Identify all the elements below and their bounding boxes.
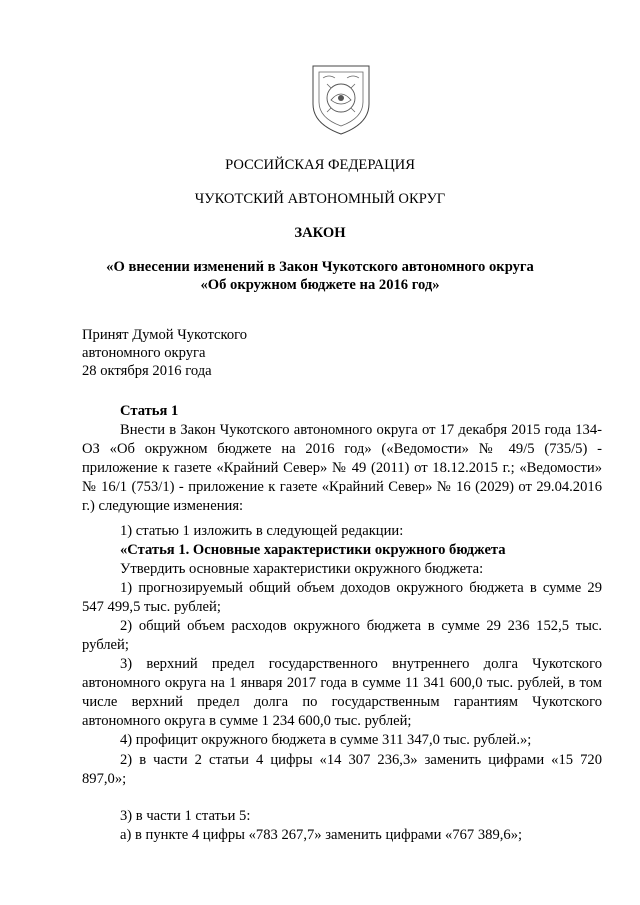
item-1-point-2: 2) общий объем расходов окружного бюджета в сумме 29 236 152,5 тыс. рублей;	[82, 618, 602, 653]
document-type: ЗАКОН	[294, 225, 346, 241]
header-country: РОССИЙСКАЯ ФЕДЕРАЦИЯ	[225, 157, 415, 173]
header-region: ЧУКОТСКИЙ АВТОНОМНЫЙ ОКРУГ	[194, 191, 446, 207]
law-title-line-2: «Об окружном бюджете на 2016 год»	[200, 277, 440, 293]
item-2: 2) в части 2 статьи 4 цифры «14 307 236,3» заменить цифрами «15 720 897,0»;	[82, 752, 602, 787]
article-1-section	[82, 402, 602, 516]
item-1-point-4: 4) профицит окружного бюджета в сумме 311 347,0 тыс. рублей.»;	[120, 732, 532, 748]
coat-of-arms-emblem	[305, 62, 377, 136]
item-3-a: а) в пункте 4 цифры «783 267,7» заменить цифрами «767 389,6»;	[120, 827, 523, 843]
item-3: 3) в части 1 статьи 5:	[120, 808, 251, 824]
adopted-date: 28 октября 2016 года	[82, 363, 212, 379]
item-3-section	[82, 807, 602, 845]
item-2-section	[82, 751, 602, 789]
item-1-point-1: 1) прогнозируемый общий объем доходов окружного бюджета в сумме 29 547 499,5 тыс. рублей;	[82, 580, 602, 615]
item-1-article-heading: «Статья 1. Основные характеристики окружного бюджета	[120, 542, 506, 558]
article-heading: Статья 1	[120, 403, 179, 419]
adopted-line-2: автономного округа	[82, 345, 206, 361]
law-title-line-1: «О внесении изменений в Закон Чукотского автономного округа	[106, 259, 534, 275]
article-intro: Внести в Закон Чукотского автономного округа от 17 декабря 2015 года 134-ОЗ «Об окружном бюджете на 2016 год» («Ведомости» № 49/5 (735/5) - приложение к газете «Крайний Север» № 49 (2011) от 18.12.2015 г.; «Ведомости» № 16/1 (753/1) - приложение к газете «Крайний Север» № 16 (2029) от 29.04.2016 г.) следующие изменения:	[82, 422, 602, 514]
item-1-point-3: 3) верхний предел государственного внутреннего долга Чукотского автономного округа на 1 января 2017 года в сумме 11 341 600,0 тыс. рублей, в том числе верхний предел долга по государственным гарантиям Чукотского автономного округа в сумме 1 234 600,0 тыс. рублей;	[82, 656, 602, 729]
item-1: 1) статью 1 изложить в следующей редакции:	[120, 523, 404, 539]
item-1-section	[82, 522, 602, 750]
adopted-line-1: Принят Думой Чукотского	[82, 327, 248, 343]
item-1-approve: Утвердить основные характеристики окружного бюджета:	[120, 561, 484, 577]
